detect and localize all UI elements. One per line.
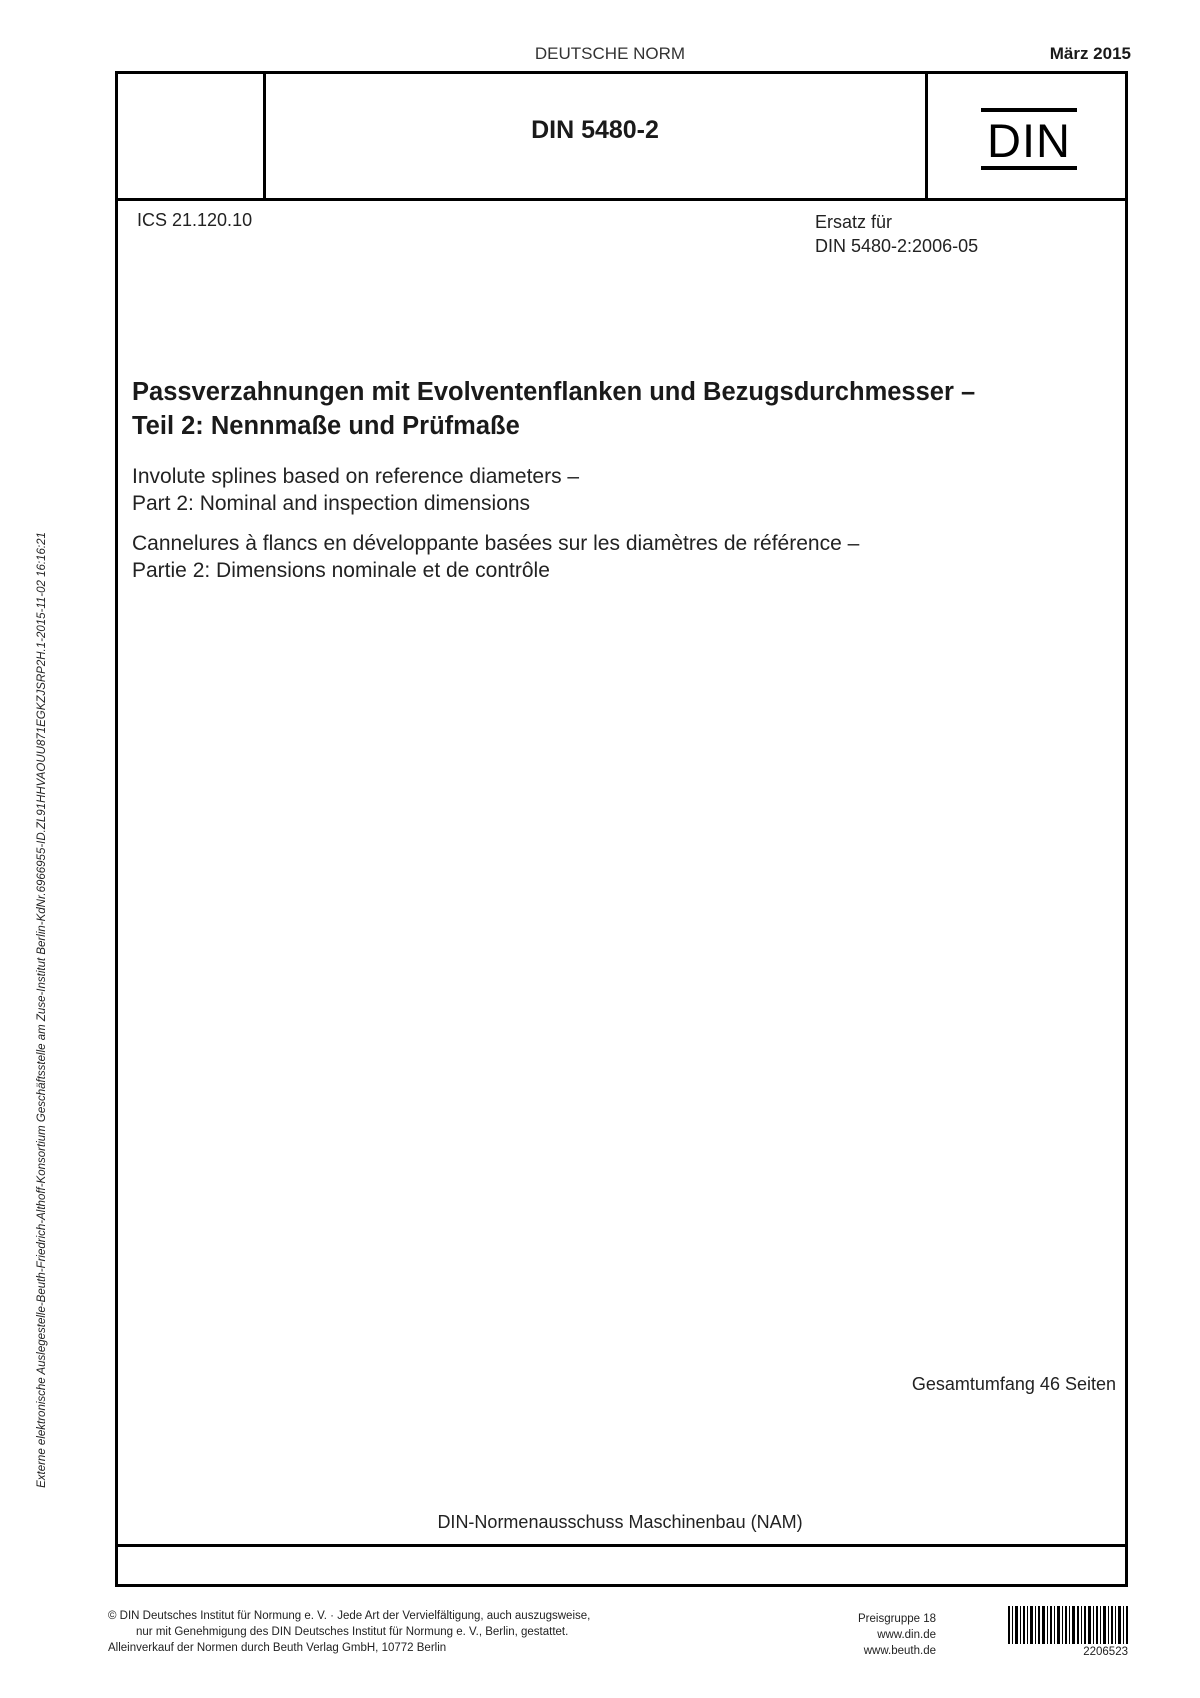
copyright-line3: Alleinverkauf der Normen durch Beuth Verlag GmbH, 10772 Berlin <box>108 1642 447 1654</box>
german-title-line1: Passverzahnungen mit Evolventenflanken und Bezugsdurchmesser – <box>132 378 976 406</box>
din-logo-text: DIN <box>987 114 1071 167</box>
english-title <box>132 463 1112 517</box>
french-title-line1: Cannelures à flancs en développante basées sur les diamètres de référence – <box>132 532 860 555</box>
frame-divider-header <box>115 198 1128 201</box>
copyright-line2: nur mit Genehmigung des DIN Deutsches Institut für Normung e. V., Berlin, gestattet. <box>136 1626 569 1638</box>
replacement-label: Ersatz für <box>815 212 893 232</box>
german-title <box>132 375 1112 443</box>
price-info <box>826 1611 936 1659</box>
total-pages: Gesamtumfang 46 Seiten <box>911 1374 1116 1394</box>
english-title-line2: Part 2: Nominal and inspection dimensions <box>132 492 531 515</box>
english-title-line1: Involute splines based on reference diameters – <box>132 465 580 488</box>
title-frame <box>115 71 1128 1587</box>
replacement-value: DIN 5480-2:2006-05 <box>815 236 979 256</box>
german-title-line2: Teil 2: Nennmaße und Prüfmaße <box>132 412 520 440</box>
side-watermark-text: Externe elektronische Auslegestelle-Beuth-Friedrich-Althoff-Konsortium Geschäftsstelle am Zuse-Institut Berlin-KdNr.6966955-ID.ZL91HHVAOUU871EGKZJSRP2H.1-2015-11-02 16:16:21 <box>36 532 48 1488</box>
french-title <box>132 530 1112 584</box>
barcode-icon <box>1008 1606 1128 1644</box>
beuth-website-link[interactable]: www.beuth.de <box>863 1645 936 1657</box>
norm-type-label: DEUTSCHE NORM <box>534 44 686 63</box>
french-title-line2: Partie 2: Dimensions nominale et de contrôle <box>132 559 550 582</box>
document-number: DIN 5480-2 <box>531 116 659 144</box>
replacement-info <box>815 210 978 258</box>
din-website-link[interactable]: www.din.de <box>877 1629 936 1641</box>
committee-name: DIN-Normenausschuss Maschinenbau (NAM) <box>437 1512 803 1532</box>
barcode-number: 2206523 <box>1083 1646 1128 1658</box>
copyright-notice <box>108 1608 828 1656</box>
publication-date: März 2015 <box>1049 44 1131 63</box>
frame-divider-right <box>925 71 928 201</box>
frame-divider-footer <box>115 1544 1128 1547</box>
ics-code: ICS 21.120.10 <box>137 210 253 230</box>
price-group: Preisgruppe 18 <box>858 1613 936 1625</box>
copyright-line1: © DIN Deutsches Institut für Normung e. V. · Jede Art der Vervielfältigung, auch auszugsweise, <box>108 1610 591 1622</box>
din-logo-icon <box>981 108 1077 170</box>
